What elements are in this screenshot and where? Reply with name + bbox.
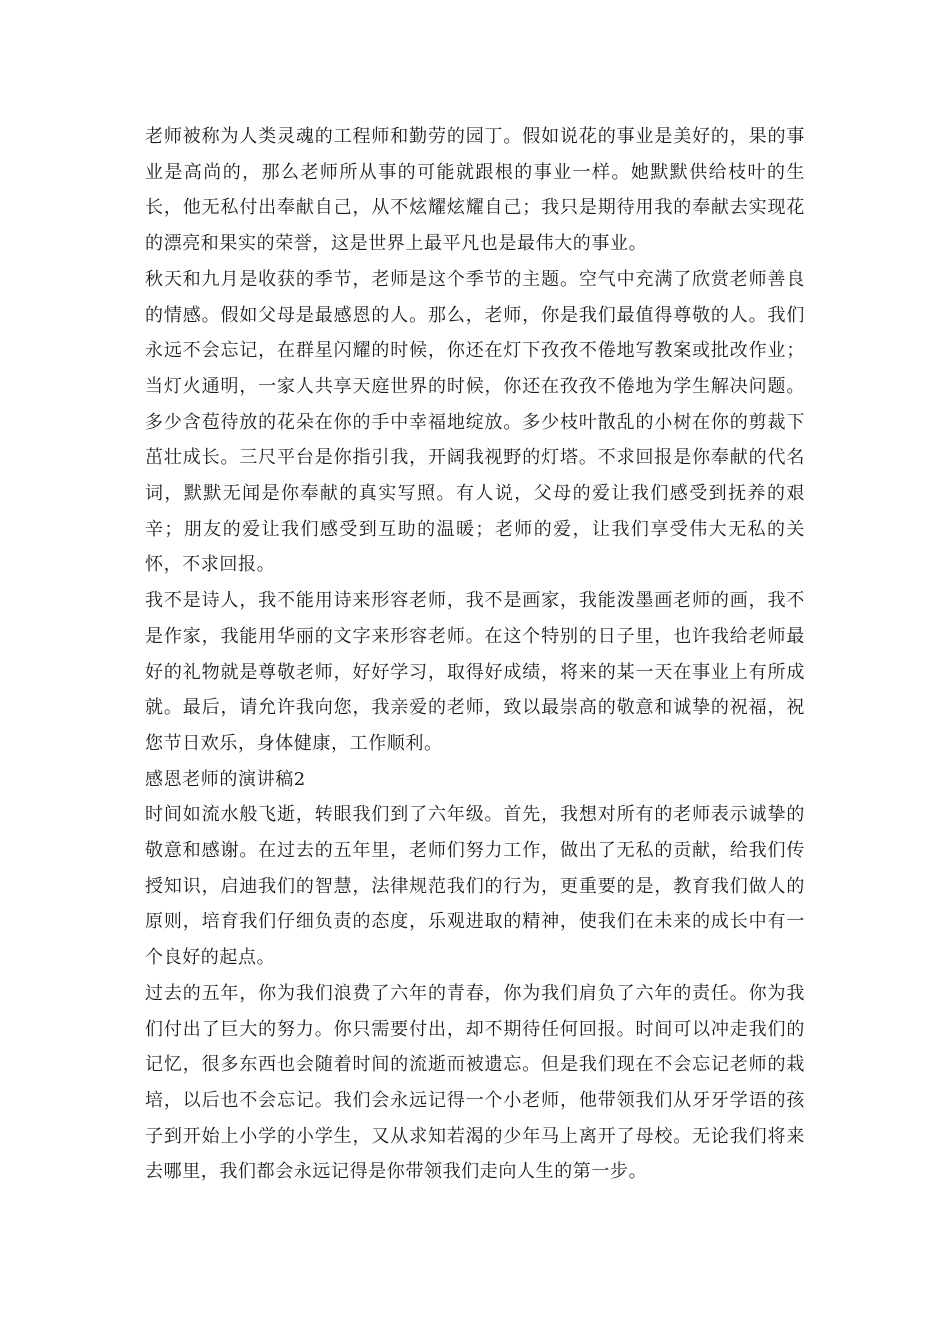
paragraph-3: 我不是诗人，我不能用诗来形容老师，我不是画家，我能泼墨画老师的画，我不是作家，我能用华丽的文字来形容老师。在这个特别的日子里，也许我给老师最好的礼物就是尊敬老师，好好学习，取得好成绩，将来的某一天在事业上有所成就。最后，请允许我向您，我亲爱的老师，致以最崇高的敬意和诚挚的祝福，祝您节日欢乐，身体健康，工作顺利。 <box>145 590 805 754</box>
paragraph-2: 秋天和九月是收获的季节，老师是这个季节的主题。空气中充满了欣赏老师善良的情感。假如父母是最感恩的人。那么，老师，你是我们最值得尊敬的人。我们永远不会忘记，在群星闪耀的时候，你还在灯下孜孜不倦地写教案或批改作业；当灯火通明，一家人共享天庭世界的时候，你还在孜孜不倦地为学生解决问题。多少含苞待放的花朵在你的手中幸福地绽放。多少枝叶散乱的小树在你的剪裁下茁壮成长。三尺平台是你指引我，开阔我视野的灯塔。不求回报是你奉献的代名词，默默无闻是你奉献的真实写照。有人说，父母的爱让我们感受到抚养的艰辛；朋友的爱让我们感受到互助的温暖；老师的爱，让我们享受伟大无私的关怀，不求回报。 <box>145 268 805 576</box>
section-paragraph-1: 时间如流水般飞逝，转眼我们到了六年级。首先，我想对所有的老师表示诚挚的敬意和感谢。在过去的五年里，老师们努力工作，做出了无私的贡献，给我们传授知识，启迪我们的智慧，法律规范我们的行为，更重要的是，教育我们做人的原则，培育我们仔细负责的态度，乐观进取的精神，使我们在未来的成长中有一个良好的起点。 <box>145 804 805 969</box>
document-body <box>145 119 805 1190</box>
section-paragraph-2: 过去的五年，你为我们浪费了六年的青春，你为我们肩负了六年的责任。你为我们付出了巨大的努力。你只需要付出，却不期待任何回报。时间可以冲走我们的记忆，很多东西也会随着时间的流逝而被遗忘。但是我们现在不会忘记老师的栽培，以后也不会忘记。我们会永远记得一个小老师，他带领我们从牙牙学语的孩子到开始上小学的小学生，又从求知若渴的少年马上离开了母校。无论我们将来去哪里，我们都会永远记得是你带领我们走向人生的第一步。 <box>145 982 805 1183</box>
paragraph-1: 老师被称为人类灵魂的工程师和勤劳的园丁。假如说花的事业是美好的，果的事业是高尚的，那么老师所从事的可能就跟根的事业一样。她默默供给枝叶的生长，他无私付出奉献自己，从不炫耀炫耀自己；我只是期待用我的奉献去实现花的漂亮和果实的荣誉，这是世界上最平凡也是最伟大的事业。 <box>145 126 805 255</box>
section-title: 感恩老师的演讲稿2 <box>145 768 306 790</box>
